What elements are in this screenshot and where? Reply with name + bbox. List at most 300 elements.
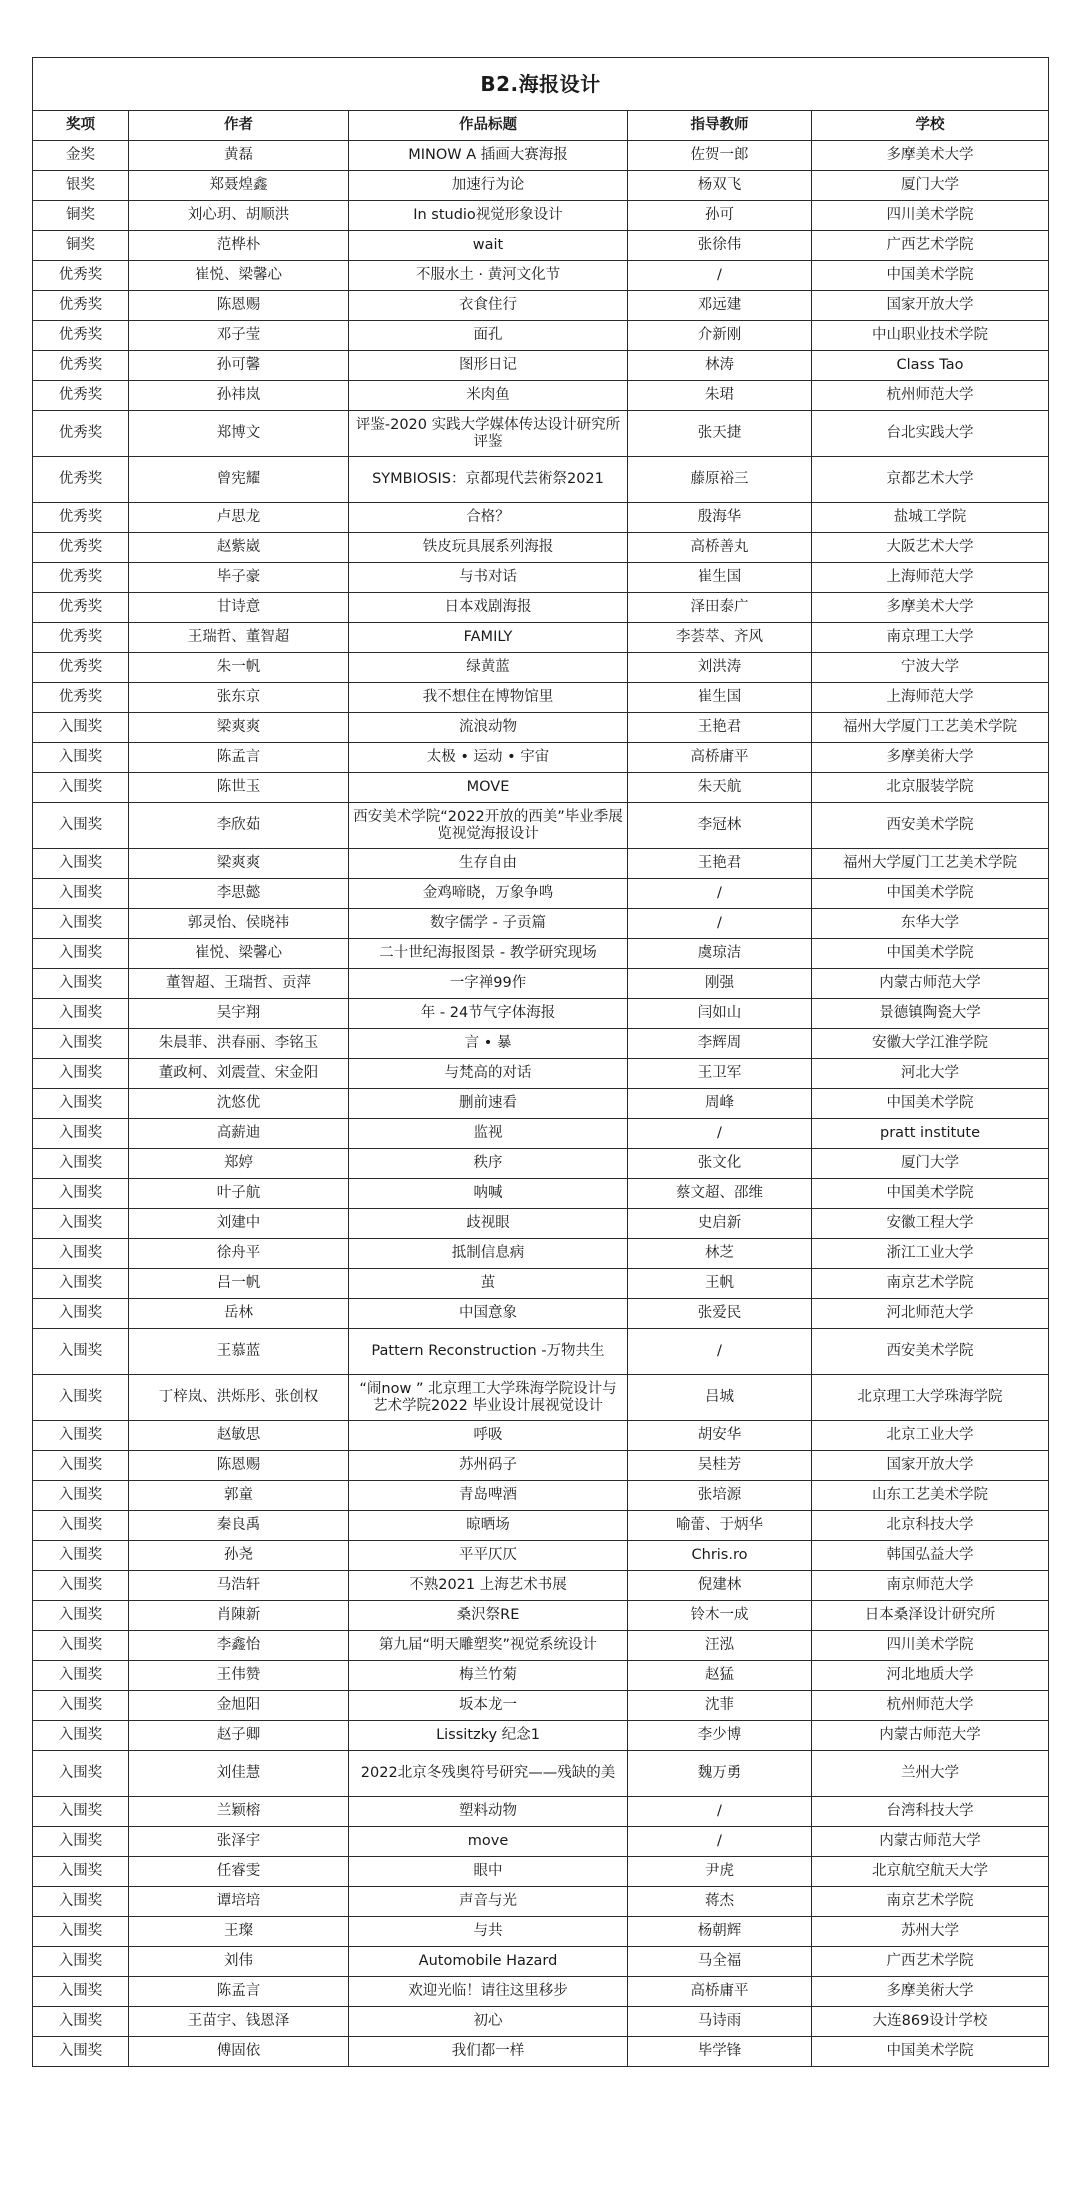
table-header-row xyxy=(33,111,1049,141)
award-cell: 入围奖 xyxy=(33,1751,129,1797)
author-cell: 郑婷 xyxy=(129,1149,349,1179)
school-cell: 四川美术学院 xyxy=(812,1631,1049,1661)
table-row xyxy=(33,2037,1049,2067)
teacher-cell: 吕城 xyxy=(628,1375,812,1421)
award-cell: 入围奖 xyxy=(33,1511,129,1541)
teacher-cell: 李辉周 xyxy=(628,1029,812,1059)
school-cell: 上海师范大学 xyxy=(812,683,1049,713)
teacher-cell: 高桥庸平 xyxy=(628,743,812,773)
author-cell: 陈孟言 xyxy=(129,743,349,773)
author-cell: 孙祎岚 xyxy=(129,381,349,411)
teacher-cell: 喻蕾、于炳华 xyxy=(628,1511,812,1541)
award-cell: 入围奖 xyxy=(33,1239,129,1269)
work-title-cell: Lissitzky 纪念1 xyxy=(349,1721,628,1751)
school-cell: 杭州师范大学 xyxy=(812,1691,1049,1721)
teacher-cell: 刘洪涛 xyxy=(628,653,812,683)
teacher-cell: 邓远建 xyxy=(628,291,812,321)
author-cell: 王慕蓝 xyxy=(129,1329,349,1375)
author-cell: 郑博文 xyxy=(129,411,349,457)
school-cell: 安徽大学江淮学院 xyxy=(812,1029,1049,1059)
table-row xyxy=(33,1481,1049,1511)
work-title-cell: 欢迎光临！请往这里移步 xyxy=(349,1977,628,2007)
teacher-cell: 王卫军 xyxy=(628,1059,812,1089)
teacher-cell: 杨朝辉 xyxy=(628,1917,812,1947)
teacher-cell: 泽田泰广 xyxy=(628,593,812,623)
teacher-cell: 毕学锋 xyxy=(628,2037,812,2067)
teacher-cell: 铃木一成 xyxy=(628,1601,812,1631)
school-cell: 北京服装学院 xyxy=(812,773,1049,803)
table-row xyxy=(33,321,1049,351)
award-cell: 入围奖 xyxy=(33,2037,129,2067)
award-cell: 入围奖 xyxy=(33,1421,129,1451)
award-cell: 入围奖 xyxy=(33,1209,129,1239)
author-cell: 兰颖榕 xyxy=(129,1797,349,1827)
teacher-cell: / xyxy=(628,909,812,939)
school-cell: 多摩美术大学 xyxy=(812,593,1049,623)
teacher-cell: 魏万勇 xyxy=(628,1751,812,1797)
teacher-cell: 崔生国 xyxy=(628,563,812,593)
author-cell: 邓子莹 xyxy=(129,321,349,351)
author-cell: 马浩轩 xyxy=(129,1571,349,1601)
table-row xyxy=(33,1421,1049,1451)
author-cell: 朱晨菲、洪春丽、李铭玉 xyxy=(129,1029,349,1059)
school-cell: 河北大学 xyxy=(812,1059,1049,1089)
teacher-cell: 李冠林 xyxy=(628,803,812,849)
award-cell: 入围奖 xyxy=(33,939,129,969)
teacher-cell: 张爱民 xyxy=(628,1299,812,1329)
work-title-cell: MINOW A 插画大赛海报 xyxy=(349,141,628,171)
header-award: 奖项 xyxy=(33,111,129,141)
award-cell: 优秀奖 xyxy=(33,503,129,533)
award-cell: 入围奖 xyxy=(33,1541,129,1571)
award-cell: 入围奖 xyxy=(33,2007,129,2037)
table-row xyxy=(33,1209,1049,1239)
table-row xyxy=(33,593,1049,623)
table-row xyxy=(33,1269,1049,1299)
teacher-cell: 张培源 xyxy=(628,1481,812,1511)
table-row xyxy=(33,1631,1049,1661)
author-cell: 陈恩赐 xyxy=(129,1451,349,1481)
author-cell: 刘伟 xyxy=(129,1947,349,1977)
teacher-cell: 张文化 xyxy=(628,1149,812,1179)
teacher-cell: 李少博 xyxy=(628,1721,812,1751)
author-cell: 陈孟言 xyxy=(129,1977,349,2007)
award-cell: 入围奖 xyxy=(33,909,129,939)
award-cell: 优秀奖 xyxy=(33,457,129,503)
work-title-cell: 不服水土 · 黄河文化节 xyxy=(349,261,628,291)
table-row xyxy=(33,773,1049,803)
teacher-cell: 王艳君 xyxy=(628,713,812,743)
award-cell: 入围奖 xyxy=(33,1375,129,1421)
work-title-cell: 平平仄仄 xyxy=(349,1541,628,1571)
school-cell: 西安美术学院 xyxy=(812,1329,1049,1375)
table-row xyxy=(33,683,1049,713)
award-cell: 入围奖 xyxy=(33,773,129,803)
school-cell: 福州大学厦门工艺美术学院 xyxy=(812,849,1049,879)
author-cell: 孙尧 xyxy=(129,1541,349,1571)
table-row xyxy=(33,1149,1049,1179)
table-row xyxy=(33,1797,1049,1827)
table-row xyxy=(33,141,1049,171)
school-cell: 中山职业技术学院 xyxy=(812,321,1049,351)
award-cell: 入围奖 xyxy=(33,999,129,1029)
award-cell: 优秀奖 xyxy=(33,533,129,563)
award-cell: 铜奖 xyxy=(33,201,129,231)
school-cell: 国家开放大学 xyxy=(812,1451,1049,1481)
work-title-cell: FAMILY xyxy=(349,623,628,653)
work-title-cell: 青岛啤酒 xyxy=(349,1481,628,1511)
table-row xyxy=(33,1179,1049,1209)
author-cell: 张东京 xyxy=(129,683,349,713)
award-cell: 优秀奖 xyxy=(33,653,129,683)
teacher-cell: 李荟萃、齐风 xyxy=(628,623,812,653)
school-cell: 杭州师范大学 xyxy=(812,381,1049,411)
award-cell: 入围奖 xyxy=(33,1059,129,1089)
table-row xyxy=(33,849,1049,879)
award-cell: 入围奖 xyxy=(33,1119,129,1149)
teacher-cell: / xyxy=(628,1797,812,1827)
table-row xyxy=(33,939,1049,969)
table-row xyxy=(33,1977,1049,2007)
school-cell: 多摩美術大学 xyxy=(812,1977,1049,2007)
award-cell: 入围奖 xyxy=(33,1977,129,2007)
award-cell: 入围奖 xyxy=(33,969,129,999)
author-cell: 秦良禹 xyxy=(129,1511,349,1541)
table-row xyxy=(33,533,1049,563)
table-row xyxy=(33,411,1049,457)
work-title-cell: 与共 xyxy=(349,1917,628,1947)
table-row xyxy=(33,1691,1049,1721)
table-title: B2.海报设计 xyxy=(33,58,1049,111)
teacher-cell: / xyxy=(628,879,812,909)
school-cell: 安徽工程大学 xyxy=(812,1209,1049,1239)
table-row xyxy=(33,1239,1049,1269)
author-cell: 任睿雯 xyxy=(129,1857,349,1887)
table-row xyxy=(33,1721,1049,1751)
table-row xyxy=(33,563,1049,593)
table-row xyxy=(33,171,1049,201)
award-cell: 优秀奖 xyxy=(33,593,129,623)
author-cell: 叶子航 xyxy=(129,1179,349,1209)
work-title-cell: 数字儒学 - 子贡篇 xyxy=(349,909,628,939)
award-table xyxy=(32,57,1049,2067)
author-cell: 沈悠优 xyxy=(129,1089,349,1119)
author-cell: 李思懿 xyxy=(129,879,349,909)
work-title-cell: 秩序 xyxy=(349,1149,628,1179)
school-cell: 广西艺术学院 xyxy=(812,231,1049,261)
table-row xyxy=(33,1029,1049,1059)
author-cell: 甘诗意 xyxy=(129,593,349,623)
author-cell: 赵子卿 xyxy=(129,1721,349,1751)
school-cell: 中国美术学院 xyxy=(812,2037,1049,2067)
work-title-cell: Automobile Hazard xyxy=(349,1947,628,1977)
school-cell: 日本桑泽设计研究所 xyxy=(812,1601,1049,1631)
work-title-cell: “闹now ” 北京理工大学珠海学院设计与艺术学院2022 毕业设计展视觉设计 xyxy=(349,1375,628,1421)
award-cell: 入围奖 xyxy=(33,1481,129,1511)
author-cell: 梁爽爽 xyxy=(129,713,349,743)
table-row xyxy=(33,1917,1049,1947)
author-cell: 肖陳新 xyxy=(129,1601,349,1631)
award-cell: 入围奖 xyxy=(33,1029,129,1059)
work-title-cell: In studio视觉形象设计 xyxy=(349,201,628,231)
table-row xyxy=(33,1947,1049,1977)
work-title-cell: wait xyxy=(349,231,628,261)
table-row xyxy=(33,1661,1049,1691)
table-row xyxy=(33,1299,1049,1329)
author-cell: 高薪迪 xyxy=(129,1119,349,1149)
header-teacher: 指导教师 xyxy=(628,111,812,141)
award-cell: 入围奖 xyxy=(33,1089,129,1119)
teacher-cell: 汪泓 xyxy=(628,1631,812,1661)
table-row xyxy=(33,201,1049,231)
work-title-cell: 苏州码子 xyxy=(349,1451,628,1481)
teacher-cell: 孙可 xyxy=(628,201,812,231)
school-cell: 西安美术学院 xyxy=(812,803,1049,849)
table-row xyxy=(33,1059,1049,1089)
table-row xyxy=(33,381,1049,411)
work-title-cell: 监视 xyxy=(349,1119,628,1149)
award-cell: 优秀奖 xyxy=(33,261,129,291)
school-cell: 内蒙古师范大学 xyxy=(812,1827,1049,1857)
work-title-cell: 铁皮玩具展系列海报 xyxy=(349,533,628,563)
table-row xyxy=(33,803,1049,849)
work-title-cell: 与梵高的对话 xyxy=(349,1059,628,1089)
author-cell: 董政柯、刘震萱、宋金阳 xyxy=(129,1059,349,1089)
school-cell: 南京艺术学院 xyxy=(812,1269,1049,1299)
author-cell: 卢思龙 xyxy=(129,503,349,533)
award-cell: 入围奖 xyxy=(33,1179,129,1209)
teacher-cell: 殷海华 xyxy=(628,503,812,533)
teacher-cell: 张徐伟 xyxy=(628,231,812,261)
teacher-cell: / xyxy=(628,1119,812,1149)
work-title-cell: move xyxy=(349,1827,628,1857)
author-cell: 张泽宇 xyxy=(129,1827,349,1857)
author-cell: 崔悦、梁馨心 xyxy=(129,261,349,291)
school-cell: 景德镇陶瓷大学 xyxy=(812,999,1049,1029)
author-cell: 王璨 xyxy=(129,1917,349,1947)
work-title-cell: 加速行为论 xyxy=(349,171,628,201)
work-title-cell: Pattern Reconstruction -万物共生 xyxy=(349,1329,628,1375)
teacher-cell: 高桥庸平 xyxy=(628,1977,812,2007)
school-cell: 台北实践大学 xyxy=(812,411,1049,457)
school-cell: 山东工艺美术学院 xyxy=(812,1481,1049,1511)
teacher-cell: 史启新 xyxy=(628,1209,812,1239)
work-title-cell: 年 - 24节气字体海报 xyxy=(349,999,628,1029)
teacher-cell: 朱珺 xyxy=(628,381,812,411)
award-cell: 入围奖 xyxy=(33,1887,129,1917)
work-title-cell: 呐喊 xyxy=(349,1179,628,1209)
work-title-cell: 绿黄蓝 xyxy=(349,653,628,683)
teacher-cell: 尹虎 xyxy=(628,1857,812,1887)
table-row xyxy=(33,909,1049,939)
teacher-cell: 马诗雨 xyxy=(628,2007,812,2037)
school-cell: 北京工业大学 xyxy=(812,1421,1049,1451)
award-cell: 金奖 xyxy=(33,141,129,171)
school-cell: 北京航空航天大学 xyxy=(812,1857,1049,1887)
award-cell: 入围奖 xyxy=(33,849,129,879)
teacher-cell: 林涛 xyxy=(628,351,812,381)
author-cell: 丁梓岚、洪烁彤、张创权 xyxy=(129,1375,349,1421)
award-cell: 优秀奖 xyxy=(33,623,129,653)
teacher-cell: 马全福 xyxy=(628,1947,812,1977)
author-cell: 董智超、王瑞哲、贡萍 xyxy=(129,969,349,999)
school-cell: 厦门大学 xyxy=(812,1149,1049,1179)
school-cell: 四川美术学院 xyxy=(812,201,1049,231)
work-title-cell: 不熟2021 上海艺术书展 xyxy=(349,1571,628,1601)
school-cell: 内蒙古师范大学 xyxy=(812,1721,1049,1751)
school-cell: 北京理工大学珠海学院 xyxy=(812,1375,1049,1421)
teacher-cell: 林芝 xyxy=(628,1239,812,1269)
teacher-cell: / xyxy=(628,1827,812,1857)
table-row xyxy=(33,1511,1049,1541)
award-cell: 入围奖 xyxy=(33,803,129,849)
school-cell: 河北师范大学 xyxy=(812,1299,1049,1329)
work-title-cell: 初心 xyxy=(349,2007,628,2037)
author-cell: 陈世玉 xyxy=(129,773,349,803)
work-title-cell: 桑沢祭RE xyxy=(349,1601,628,1631)
author-cell: 范桦朴 xyxy=(129,231,349,261)
work-title-cell: SYMBIOSIS：京都現代芸術祭2021 xyxy=(349,457,628,503)
teacher-cell: 倪建林 xyxy=(628,1571,812,1601)
table-row xyxy=(33,1601,1049,1631)
table-row xyxy=(33,1541,1049,1571)
work-title-cell: 米肉鱼 xyxy=(349,381,628,411)
work-title-cell: 太极 • 运动 • 宇宙 xyxy=(349,743,628,773)
award-cell: 入围奖 xyxy=(33,879,129,909)
award-cell: 入围奖 xyxy=(33,1149,129,1179)
school-cell: Class Tao xyxy=(812,351,1049,381)
school-cell: 大连869设计学校 xyxy=(812,2007,1049,2037)
work-title-cell: 茧 xyxy=(349,1269,628,1299)
work-title-cell: 言 • 暴 xyxy=(349,1029,628,1059)
author-cell: 王伟赞 xyxy=(129,1661,349,1691)
work-title-cell: 西安美术学院“2022开放的西美”毕业季展览视觉海报设计 xyxy=(349,803,628,849)
author-cell: 赵敏思 xyxy=(129,1421,349,1451)
award-cell: 入围奖 xyxy=(33,1947,129,1977)
header-author: 作者 xyxy=(129,111,349,141)
table-row xyxy=(33,1329,1049,1375)
author-cell: 傅固依 xyxy=(129,2037,349,2067)
award-cell: 优秀奖 xyxy=(33,563,129,593)
table-row xyxy=(33,879,1049,909)
teacher-cell: / xyxy=(628,261,812,291)
school-cell: 多摩美術大学 xyxy=(812,743,1049,773)
school-cell: 东华大学 xyxy=(812,909,1049,939)
school-cell: 浙江工业大学 xyxy=(812,1239,1049,1269)
award-cell: 入围奖 xyxy=(33,1631,129,1661)
author-cell: 崔悦、梁馨心 xyxy=(129,939,349,969)
award-cell: 入围奖 xyxy=(33,1797,129,1827)
author-cell: 梁爽爽 xyxy=(129,849,349,879)
award-cell: 入围奖 xyxy=(33,743,129,773)
school-cell: 多摩美术大学 xyxy=(812,141,1049,171)
author-cell: 刘佳慧 xyxy=(129,1751,349,1797)
teacher-cell: 杨双飞 xyxy=(628,171,812,201)
teacher-cell: 佐贺一郎 xyxy=(628,141,812,171)
award-cell: 入围奖 xyxy=(33,1571,129,1601)
table-row xyxy=(33,713,1049,743)
teacher-cell: 赵猛 xyxy=(628,1661,812,1691)
teacher-cell: 沈菲 xyxy=(628,1691,812,1721)
author-cell: 刘心玥、胡顺洪 xyxy=(129,201,349,231)
teacher-cell: 周峰 xyxy=(628,1089,812,1119)
author-cell: 毕子豪 xyxy=(129,563,349,593)
table-row xyxy=(33,1857,1049,1887)
author-cell: 黄磊 xyxy=(129,141,349,171)
teacher-cell: 蔡文超、邵维 xyxy=(628,1179,812,1209)
work-title-cell: 我不想住在博物馆里 xyxy=(349,683,628,713)
author-cell: 刘建中 xyxy=(129,1209,349,1239)
school-cell: 中国美术学院 xyxy=(812,1089,1049,1119)
teacher-cell: 高桥善丸 xyxy=(628,533,812,563)
table-title-row xyxy=(33,58,1049,111)
teacher-cell: 张天捷 xyxy=(628,411,812,457)
school-cell: 中国美术学院 xyxy=(812,261,1049,291)
award-cell: 入围奖 xyxy=(33,1451,129,1481)
table-row xyxy=(33,1375,1049,1421)
award-cell: 铜奖 xyxy=(33,231,129,261)
school-cell: 韩国弘益大学 xyxy=(812,1541,1049,1571)
award-cell: 银奖 xyxy=(33,171,129,201)
work-title-cell: 日本戏剧海报 xyxy=(349,593,628,623)
work-title-cell: 声音与光 xyxy=(349,1887,628,1917)
award-cell: 入围奖 xyxy=(33,1299,129,1329)
author-cell: 徐舟平 xyxy=(129,1239,349,1269)
teacher-cell: 王帆 xyxy=(628,1269,812,1299)
teacher-cell: 虞琼洁 xyxy=(628,939,812,969)
work-title-cell: 梅兰竹菊 xyxy=(349,1661,628,1691)
table-row xyxy=(33,653,1049,683)
teacher-cell: 藤原裕三 xyxy=(628,457,812,503)
author-cell: 岳林 xyxy=(129,1299,349,1329)
work-title-cell: 衣食住行 xyxy=(349,291,628,321)
work-title-cell: 眼中 xyxy=(349,1857,628,1887)
school-cell: 南京理工大学 xyxy=(812,623,1049,653)
author-cell: 赵紫崴 xyxy=(129,533,349,563)
work-title-cell: 删前速看 xyxy=(349,1089,628,1119)
award-cell: 入围奖 xyxy=(33,713,129,743)
work-title-cell: 图形日记 xyxy=(349,351,628,381)
table-row xyxy=(33,291,1049,321)
author-cell: 孙可馨 xyxy=(129,351,349,381)
work-title-cell: 晾晒场 xyxy=(349,1511,628,1541)
table-row xyxy=(33,1571,1049,1601)
author-cell: 陈恩赐 xyxy=(129,291,349,321)
award-cell: 优秀奖 xyxy=(33,411,129,457)
award-cell: 优秀奖 xyxy=(33,291,129,321)
teacher-cell: 胡安华 xyxy=(628,1421,812,1451)
teacher-cell: 闫如山 xyxy=(628,999,812,1029)
author-cell: 谭培培 xyxy=(129,1887,349,1917)
teacher-cell: Chris.ro xyxy=(628,1541,812,1571)
award-cell: 入围奖 xyxy=(33,1827,129,1857)
award-cell: 优秀奖 xyxy=(33,351,129,381)
work-title-cell: 2022北京冬残奥符号研究——残缺的美 xyxy=(349,1751,628,1797)
work-title-cell: 生存自由 xyxy=(349,849,628,879)
table-row xyxy=(33,1751,1049,1797)
table-row xyxy=(33,231,1049,261)
award-cell: 优秀奖 xyxy=(33,381,129,411)
table-row xyxy=(33,351,1049,381)
award-cell: 入围奖 xyxy=(33,1661,129,1691)
school-cell: 国家开放大学 xyxy=(812,291,1049,321)
school-cell: 河北地质大学 xyxy=(812,1661,1049,1691)
work-title-cell: 中国意象 xyxy=(349,1299,628,1329)
table-row xyxy=(33,623,1049,653)
author-cell: 郑聂煌鑫 xyxy=(129,171,349,201)
table-row xyxy=(33,1827,1049,1857)
table-row xyxy=(33,503,1049,533)
